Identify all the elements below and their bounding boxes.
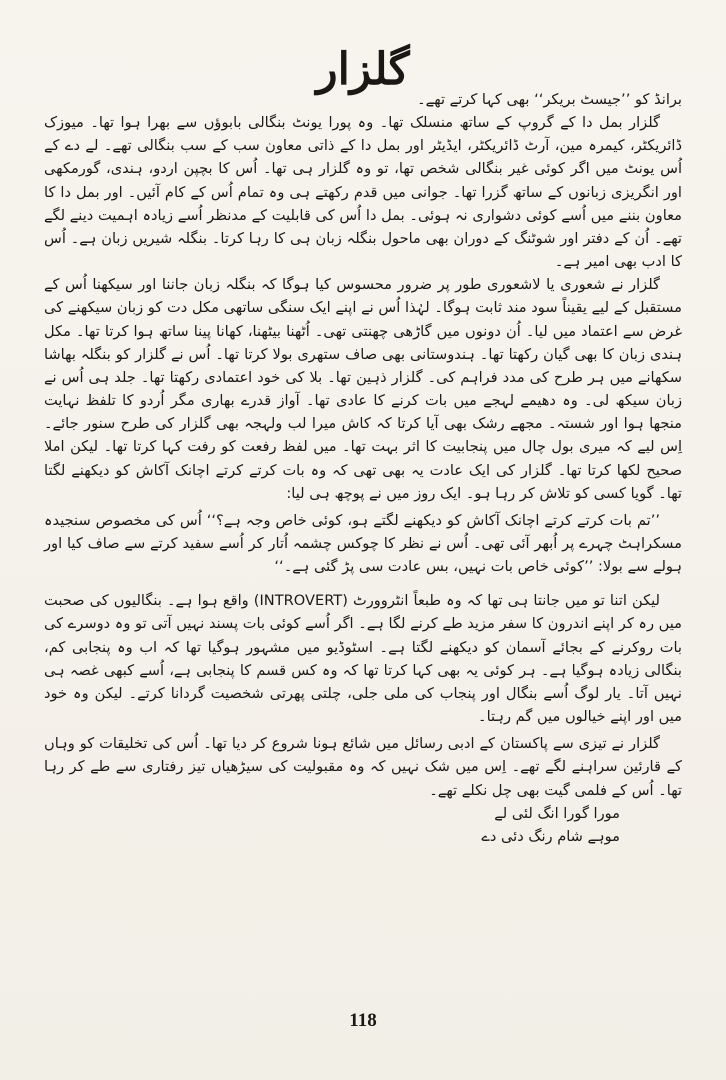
poem-line-2: موہے شام رنگ دئی دے [481, 827, 620, 845]
paragraph-2: گلزار بمل دا کے گروپ کے ساتھ منسلک تھا۔ وہ پورا یونٹ بنگالی بابوؤں سے بھرا ہوا تھا۔ میوزک ڈائریکٹر، کیمرہ مین، آرٹ ڈائریکٹر، ایڈیٹر اور بمل دا کے ذاتی معاون سب کے سب بنگالی تھے۔ لے دے کے اُس یونٹ میں اگر کوئی غیر بنگالی شخص تھا، تو وہ گلزار ہی تھا۔ اُس کا بچپن اردو، ہندی، گورمکھی اور انگریزی زبانوں کے ساتھ گزرا تھا۔ جوانی میں قدم رکھتے ہی وہ تمام اُس کے کام آئیں۔ اور بمل دا کا معاون بننے میں اُسے کوئی دشواری نہ ہوئی۔ بمل دا اُس کی قابلیت کے مدنظر اُسے زیادہ اہمیت دینے لگے تھے۔ اُن کے دفتر اور شوٹنگ کے دوران بھی ماحول بنگلہ زبان ہی کا رہا کرتا۔ بنگلہ شیریں زبان ہے۔ اُس کا ادب بھی امیر ہے۔ [44, 114, 682, 271]
page-body [44, 88, 682, 848]
page-number: 118 [349, 1010, 377, 1031]
poem-line-1: مورا گورا انگ لئی لے [494, 804, 620, 822]
chapter-title: گلزار [316, 44, 410, 95]
paragraph-6: گلزار نے تیزی سے پاکستان کے ادبی رسائل میں شائع ہونا شروع کر دیا تھا۔ اُس کی تخلیقات کو وہاں کے قارئین سراہنے لگے تھے۔ اِس میں شک نہیں کہ وہ مقبولیت کی سیڑھیاں تیز رفتاری سے طے کر رہا تھا۔ اُس کے فلمی گیت بھی چل نکلے تھے۔ [44, 735, 682, 799]
paragraph-5: لیکن اتنا تو میں جانتا ہی تھا کہ وہ طبعاً انٹروورٹ (INTROVERT) واقع ہوا ہے۔ بنگالیوں کی صحبت میں رہ کر اپنے اندرون کا سفر مزید طے کرنے لگا ہے۔ اگر اُسے کوئی بات پسند نہیں آتی تو وہ دوسرے کی بات روکرنے کے بجائے آسمان کو دیکھنے لگتا ہے۔ اسٹوڈیو میں مشہور ہوگیا تھا کہ اب وہ پنجابی کم، بنگالی زیادہ ہوگیا ہے۔ ہر کوئی یہ بھی کہا کرتا تھا کہ وہ کس قسم کا پنجابی ہے، اُسے کبھی غصہ ہی نہیں آتا۔ یار لوگ اُسے بنگال اور پنجاب کی ملی جلی، چلتی پھرتی شخصیت گردانا کرتے۔ لیکن وہ خود میں اور اپنے خیالوں میں گم رہتا۔ [44, 592, 682, 726]
paragraph-quote: ’’تم بات کرتے کرتے اچانک آکاش کو دیکھنے لگتے ہو، کوئی خاص وجہ ہے؟‘‘ اُس کی مخصوص سنجیدہ مسکراہٹ چہرے پر اُبھر آئی تھی۔ اُس نے نظر کا چوکس چشمہ اُتار کر اُسے سفید کرتے سے صاف کیا اور ہولے سے بولا: ’’کوئی خاص بات نہیں، بس عادت سی پڑ گئی ہے۔‘‘ [44, 511, 682, 576]
paragraph-3: گلزار نے شعوری یا لاشعوری طور پر ضرور محسوس کیا ہوگا کہ بنگلہ زبان جاننا اور سیکھنا اُس کے مستقبل کے لیے یقیناً سود مند ثابت ہوگا۔ لہٰذا اُس نے اپنے ایک سنگی ساتھی مکل دت کو زبان سیکھنے کی غرض سے اعتماد میں لیا۔ اُن دونوں میں گاڑھی چھنتی تھی۔ اُٹھنا بیٹھنا، کھانا پینا ساتھ ہوا کرتا تھا۔ مکل ہندی زبان کا بھی گیان رکھتا تھا۔ ہندوستانی بھی صاف ستھری بولا کرتا تھا۔ اُس نے گلزار کو بنگلہ بھاشا سکھانے میں ہر طرح کی مدد فراہم کی۔ گلزار ذہین تھا۔ بلا کی خود اعتمادی رکھتا تھا۔ جلد ہی اُس نے زبان سیکھ لی۔ وہ دھیمے لہجے میں بات کرنے کا عادی تھا۔ آواز قدرے بھاری مگر اُردو کا تلفظ نہایت منجھا ہوا اور شستہ۔ مجھے رشک بھی آیا کرتا کہ کاش میرا لب ولہجہ بھی گلزار کی طرح سنور جائے۔ اِس لیے کہ میری بول چال میں پنجابیت کا اثر بہت تھا۔ میں لفظ رفعت کو رفت کہا کرتا تھا۔ لیکن املا صحیح لکھا کرتا تھا۔ گلزار کی ایک عادت یہ بھی تھی کہ وہ بات کرتے کرتے اچانک آکاش کو دیکھنے لگتا تھا۔ گویا کسی کو تلاش کر رہا ہو۔ ایک روز میں نے پوچھ ہی لیا: [44, 276, 682, 502]
paragraph-1: برانڈ کو ’’جیسٹ بریکر‘‘ بھی کہا کرتے تھے۔ [417, 91, 682, 108]
